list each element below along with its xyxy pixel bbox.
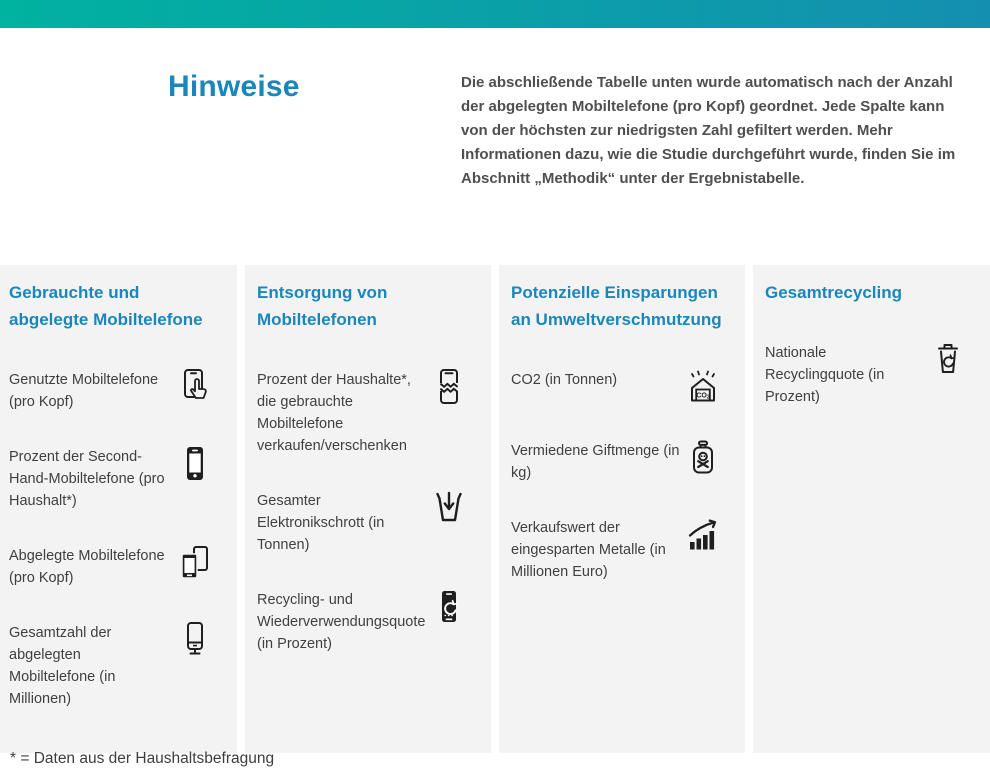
smartphone-icon: [175, 444, 215, 484]
list-item: [9, 622, 215, 710]
card-title: Gebrauchte und abgelegte Mobiltelefone: [9, 283, 203, 329]
item-label: Prozent der Second-Hand-Mobiltelefone (pro Haushalt*): [9, 449, 165, 509]
item-label: Vermiedene Giftmenge (in kg): [511, 443, 680, 481]
info-card: [245, 265, 491, 753]
intro-paragraph: Die abschließende Tabelle unten wurde automatisch nach der Anzahl der abgelegten Mobiltelefone (pro Kopf) geordnet. Jede Spalte kann von der höchsten zur niedrigsten Zahl gefiltert werden. Mehr Informationen dazu, wie die Studie durchgeführt wurde, finden Sie im Abschnitt „Methodik“ unter der Ergebnistabelle.: [461, 74, 956, 187]
page-title: Hinweise: [168, 70, 300, 103]
co2-house-icon: [683, 367, 723, 407]
footnote: * = Daten aus der Haushaltsbefragung: [10, 750, 275, 767]
item-label: Verkaufswert der eingesparten Metalle (in Millionen Euro): [511, 520, 666, 580]
broken-phone-icon: [429, 367, 469, 407]
phone-stand-icon: [175, 620, 215, 660]
list-item: [257, 490, 469, 556]
info-card: [499, 265, 745, 753]
list-item: [9, 446, 215, 512]
info-card: [753, 265, 990, 753]
info-card: [0, 265, 237, 753]
list-item: [511, 440, 723, 484]
poison-bottle-icon: [683, 438, 723, 478]
item-label: Prozent der Haushalte*, die gebrauchte Mobiltelefone verkaufen/verschenken: [257, 372, 411, 454]
recycle-bin-icon: [928, 340, 968, 380]
top-accent-bar: [0, 0, 990, 28]
list-item: [765, 342, 968, 408]
list-item: [257, 369, 469, 457]
item-label: Genutzte Mobiltelefone (pro Kopf): [9, 372, 159, 410]
list-item: [9, 369, 215, 413]
item-label: Gesamtzahl der abgelegten Mobiltelefone (in Millionen): [9, 625, 116, 707]
metal-value-chart-icon: [683, 515, 723, 555]
ewaste-container-icon: [429, 488, 469, 528]
card-title: Entsorgung von Mobiltelefonen: [257, 283, 388, 329]
item-label: CO2 (in Tonnen): [511, 372, 618, 388]
list-item: [511, 369, 723, 407]
card-title: Gesamtrecycling: [765, 283, 903, 302]
stacked-phones-icon: [175, 543, 215, 583]
list-item: [9, 545, 215, 589]
item-label: Nationale Recyclingquote (in Prozent): [765, 345, 885, 405]
list-item: [511, 517, 723, 583]
phone-tap-icon: [175, 367, 215, 407]
info-cards: [0, 265, 990, 727]
svg-text:CO2: CO2: [696, 392, 710, 401]
item-label: Recycling- und Wiederverwendungsquote (in Prozent): [257, 592, 426, 652]
phone-recycle-icon: [429, 587, 469, 627]
item-label: Abgelegte Mobiltelefone (pro Kopf): [9, 548, 165, 586]
list-item: [257, 589, 469, 655]
item-label: Gesamter Elektronikschrott (in Tonnen): [257, 493, 385, 553]
card-title: Potenzielle Einsparungen an Umweltverschmutzung: [511, 283, 722, 329]
